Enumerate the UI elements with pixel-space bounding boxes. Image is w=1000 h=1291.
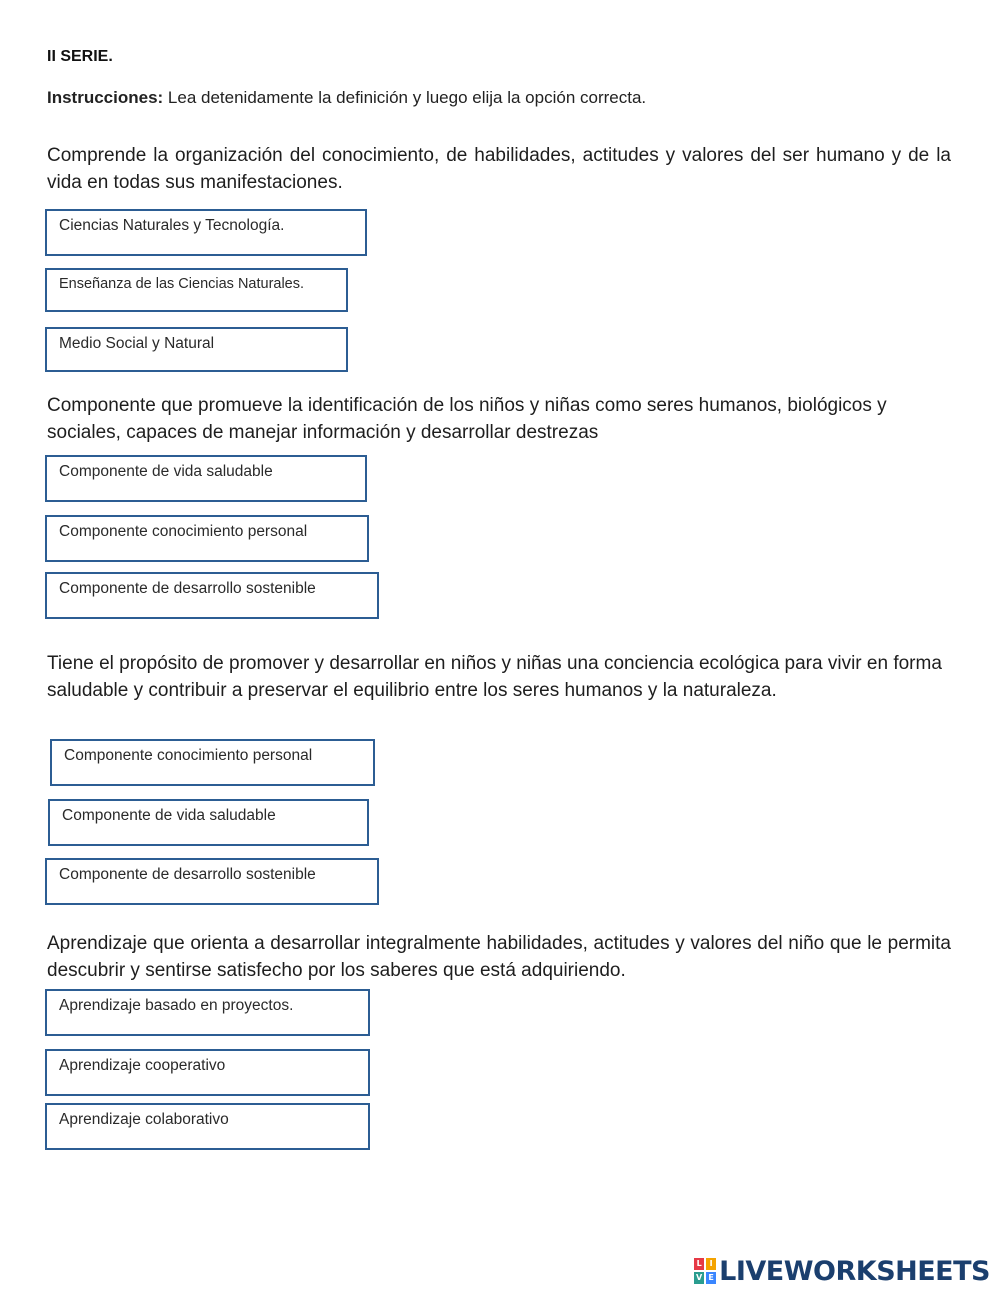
instructions-label: Instrucciones: bbox=[47, 88, 164, 107]
question-3-option-3[interactable]: Componente de desarrollo sostenible bbox=[45, 858, 379, 905]
logo-letter: V bbox=[696, 1273, 703, 1282]
logo-letter: L bbox=[694, 1258, 704, 1270]
question-1-option-1[interactable]: Ciencias Naturales y Tecnología. bbox=[45, 209, 367, 256]
question-3-option-2[interactable]: Componente de vida saludable bbox=[48, 799, 369, 846]
instructions bbox=[47, 88, 646, 108]
question-2-text: Componente que promueve la identificación de los niños y niñas como seres humanos, biológicos y sociales, capaces de manejar información y desarrollar destrezas bbox=[47, 395, 887, 443]
question-2-option-1[interactable]: Componente de vida saludable bbox=[45, 455, 367, 502]
logo-mark-icon bbox=[694, 1258, 716, 1284]
question-3-option-1[interactable]: Componente conocimiento personal bbox=[50, 739, 375, 786]
question-1-text: Comprende la organización del conocimiento, de habilidades, actitudes y valores del ser humano y de la vida en todas sus manifestaciones. bbox=[47, 145, 951, 193]
question-4-option-1[interactable]: Aprendizaje basado en proyectos. bbox=[45, 989, 370, 1036]
question-4-text: Aprendizaje que orienta a desarrollar integralmente habilidades, actitudes y valores del niño que le permita descubrir y sentirse satisfecho por los saberes que está adquiriendo. bbox=[47, 933, 951, 981]
series-heading: II SERIE. bbox=[47, 48, 113, 65]
question-4-option-3[interactable]: Aprendizaje colaborativo bbox=[45, 1103, 370, 1150]
liveworksheets-logo bbox=[694, 1254, 990, 1288]
instructions-text: Lea detenidamente la definición y luego elija la opción correcta. bbox=[163, 88, 647, 107]
logo-text: LIVEWORKSHEETS bbox=[719, 1255, 990, 1287]
question-2-option-3[interactable]: Componente de desarrollo sostenible bbox=[45, 572, 379, 619]
logo-letter: I bbox=[706, 1258, 716, 1270]
question-3-text: Tiene el propósito de promover y desarrollar en niños y niñas una conciencia ecológica para vivir en forma saludable y contribuir a preservar el equilibrio entre los seres humanos y la naturaleza. bbox=[47, 653, 942, 701]
logo-letter: E bbox=[706, 1272, 716, 1284]
question-2-option-2[interactable]: Componente conocimiento personal bbox=[45, 515, 369, 562]
question-4-option-2[interactable]: Aprendizaje cooperativo bbox=[45, 1049, 370, 1096]
question-1-option-2[interactable]: Enseñanza de las Ciencias Naturales. bbox=[45, 268, 348, 312]
question-1-option-3[interactable]: Medio Social y Natural bbox=[45, 327, 348, 372]
